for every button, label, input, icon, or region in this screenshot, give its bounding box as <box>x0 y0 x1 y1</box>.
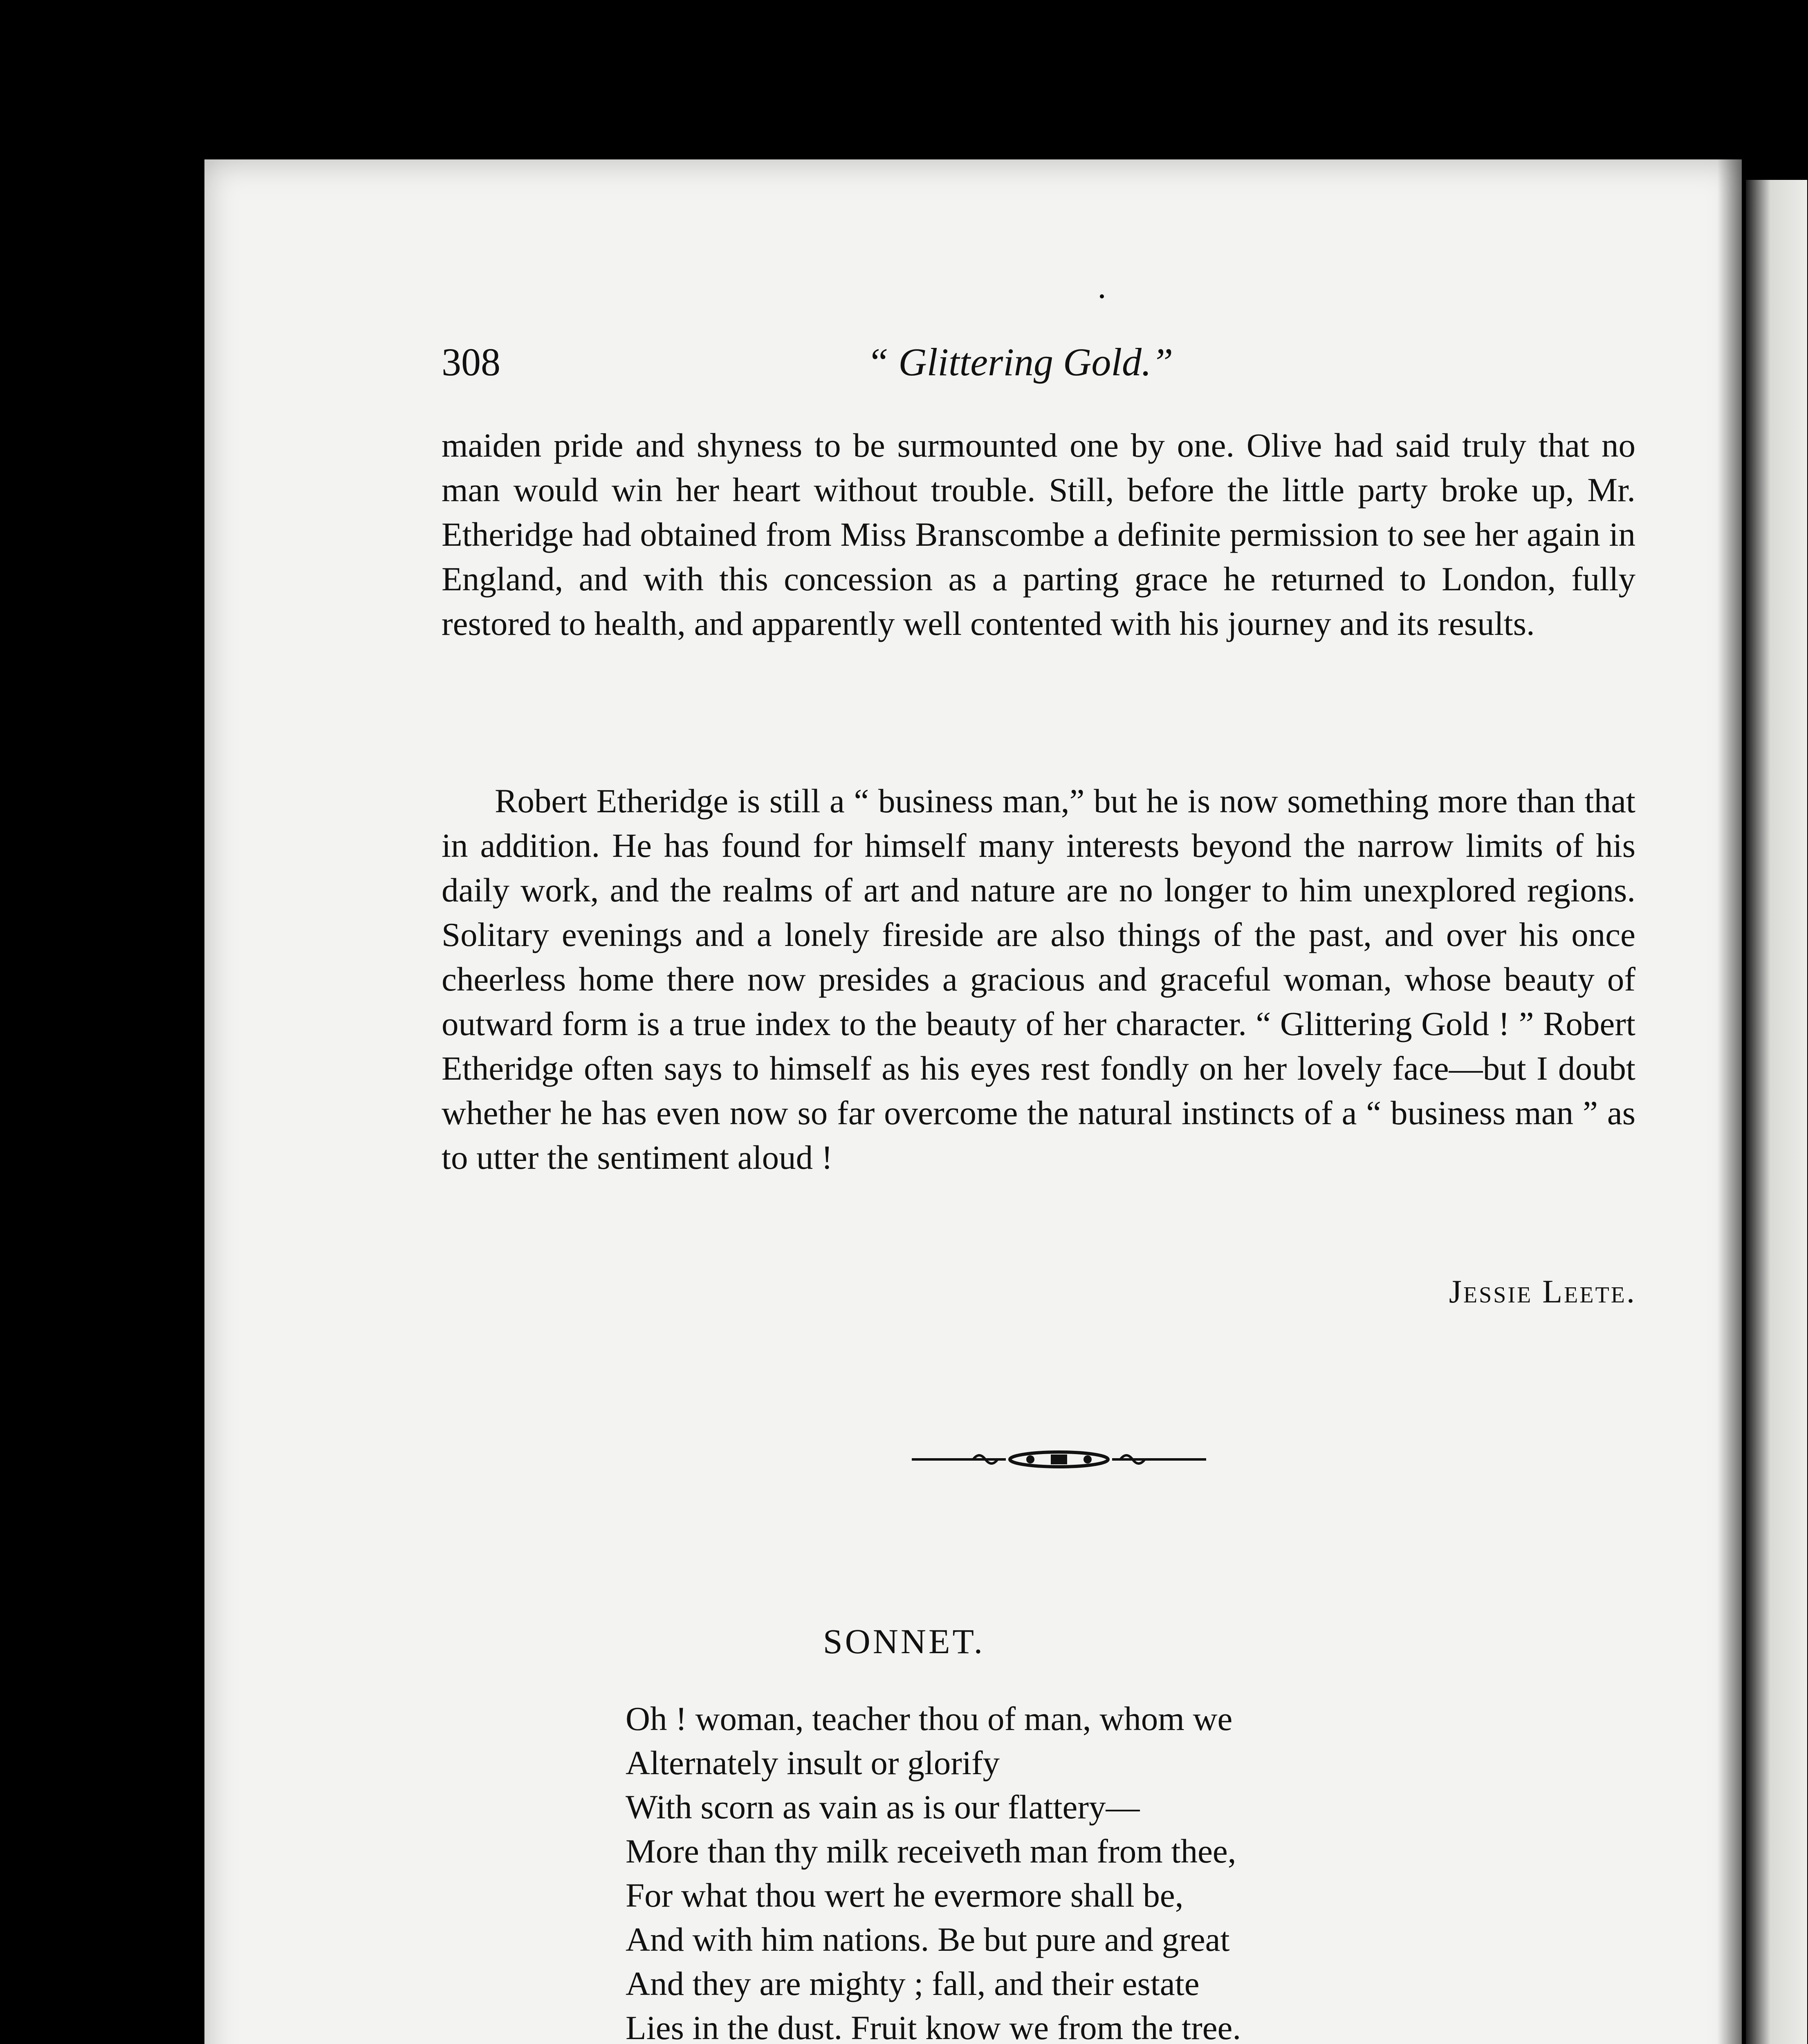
poem-line: For what thou wert he evermore shall be, <box>626 1876 1184 1914</box>
gutter-shadow <box>1717 159 1746 2044</box>
poem-line: More than thy milk receiveth man from thee, <box>626 1832 1236 1870</box>
story-author-signature: Jessie Leete. <box>1449 1274 1636 1310</box>
poem-line: Alternately insult or glorify <box>626 1744 1000 1782</box>
poem-line: And with him nations. Be but pure and great <box>626 1921 1230 1958</box>
running-head <box>442 339 1635 397</box>
poem-line: Oh ! woman, teacher thou of man, whom we <box>626 1700 1233 1737</box>
poem-line: Lies in the dust. Fruit know we from the tree. <box>626 2009 1241 2044</box>
poem-line: And they are mighty ; fall, and their estate <box>626 1965 1200 2002</box>
sonnet-body <box>626 1697 1286 2044</box>
paragraph-text: maiden pride and shyness to be surmounted one by one. Olive had said truly that no man would win her heart without trouble. Still, before the little party broke up, Mr. Etheridge had obtained from Miss Branscombe a definite permission to see her again in England, and with this concession as a parting grace he returned to London, fully restored to health, and apparently well contented with his journey and its results. <box>442 426 1635 642</box>
running-title: “ Glittering Gold.” <box>867 340 1173 384</box>
poem-line: With scorn as vain as is our flattery— <box>626 1788 1140 1826</box>
story-paragraph-1 <box>442 423 1635 646</box>
poem-title: SONNET. <box>823 1622 985 1661</box>
paragraph-text: Robert Etheridge is still a “ business man,” but he is now something more than that in addition. He has found for himself many interests beyond the narrow limits of his daily work, and the realms of art and nature are no longer to him unexplored regions. Solitary evenings and a lonely fireside are also things of the past, and over his once cheerless home there now presides a gracious and graceful woman, whose beauty of outward form is a true index to the beauty of her character. “ Glittering Gold ! ” Robert Etheridge often says to himself as his eyes rest fondly on her lovely face—but I doubt whether he has even now so far overcome the natural instincts of a “ business man ” as to utter the sentiment aloud ! <box>442 782 1635 1176</box>
story-paragraph-2 <box>442 779 1635 1180</box>
next-page-edge <box>1746 180 1807 2044</box>
page-number: 308 <box>442 340 500 384</box>
ink-speck <box>1100 294 1104 298</box>
section-divider-ornament <box>912 1447 1206 1472</box>
